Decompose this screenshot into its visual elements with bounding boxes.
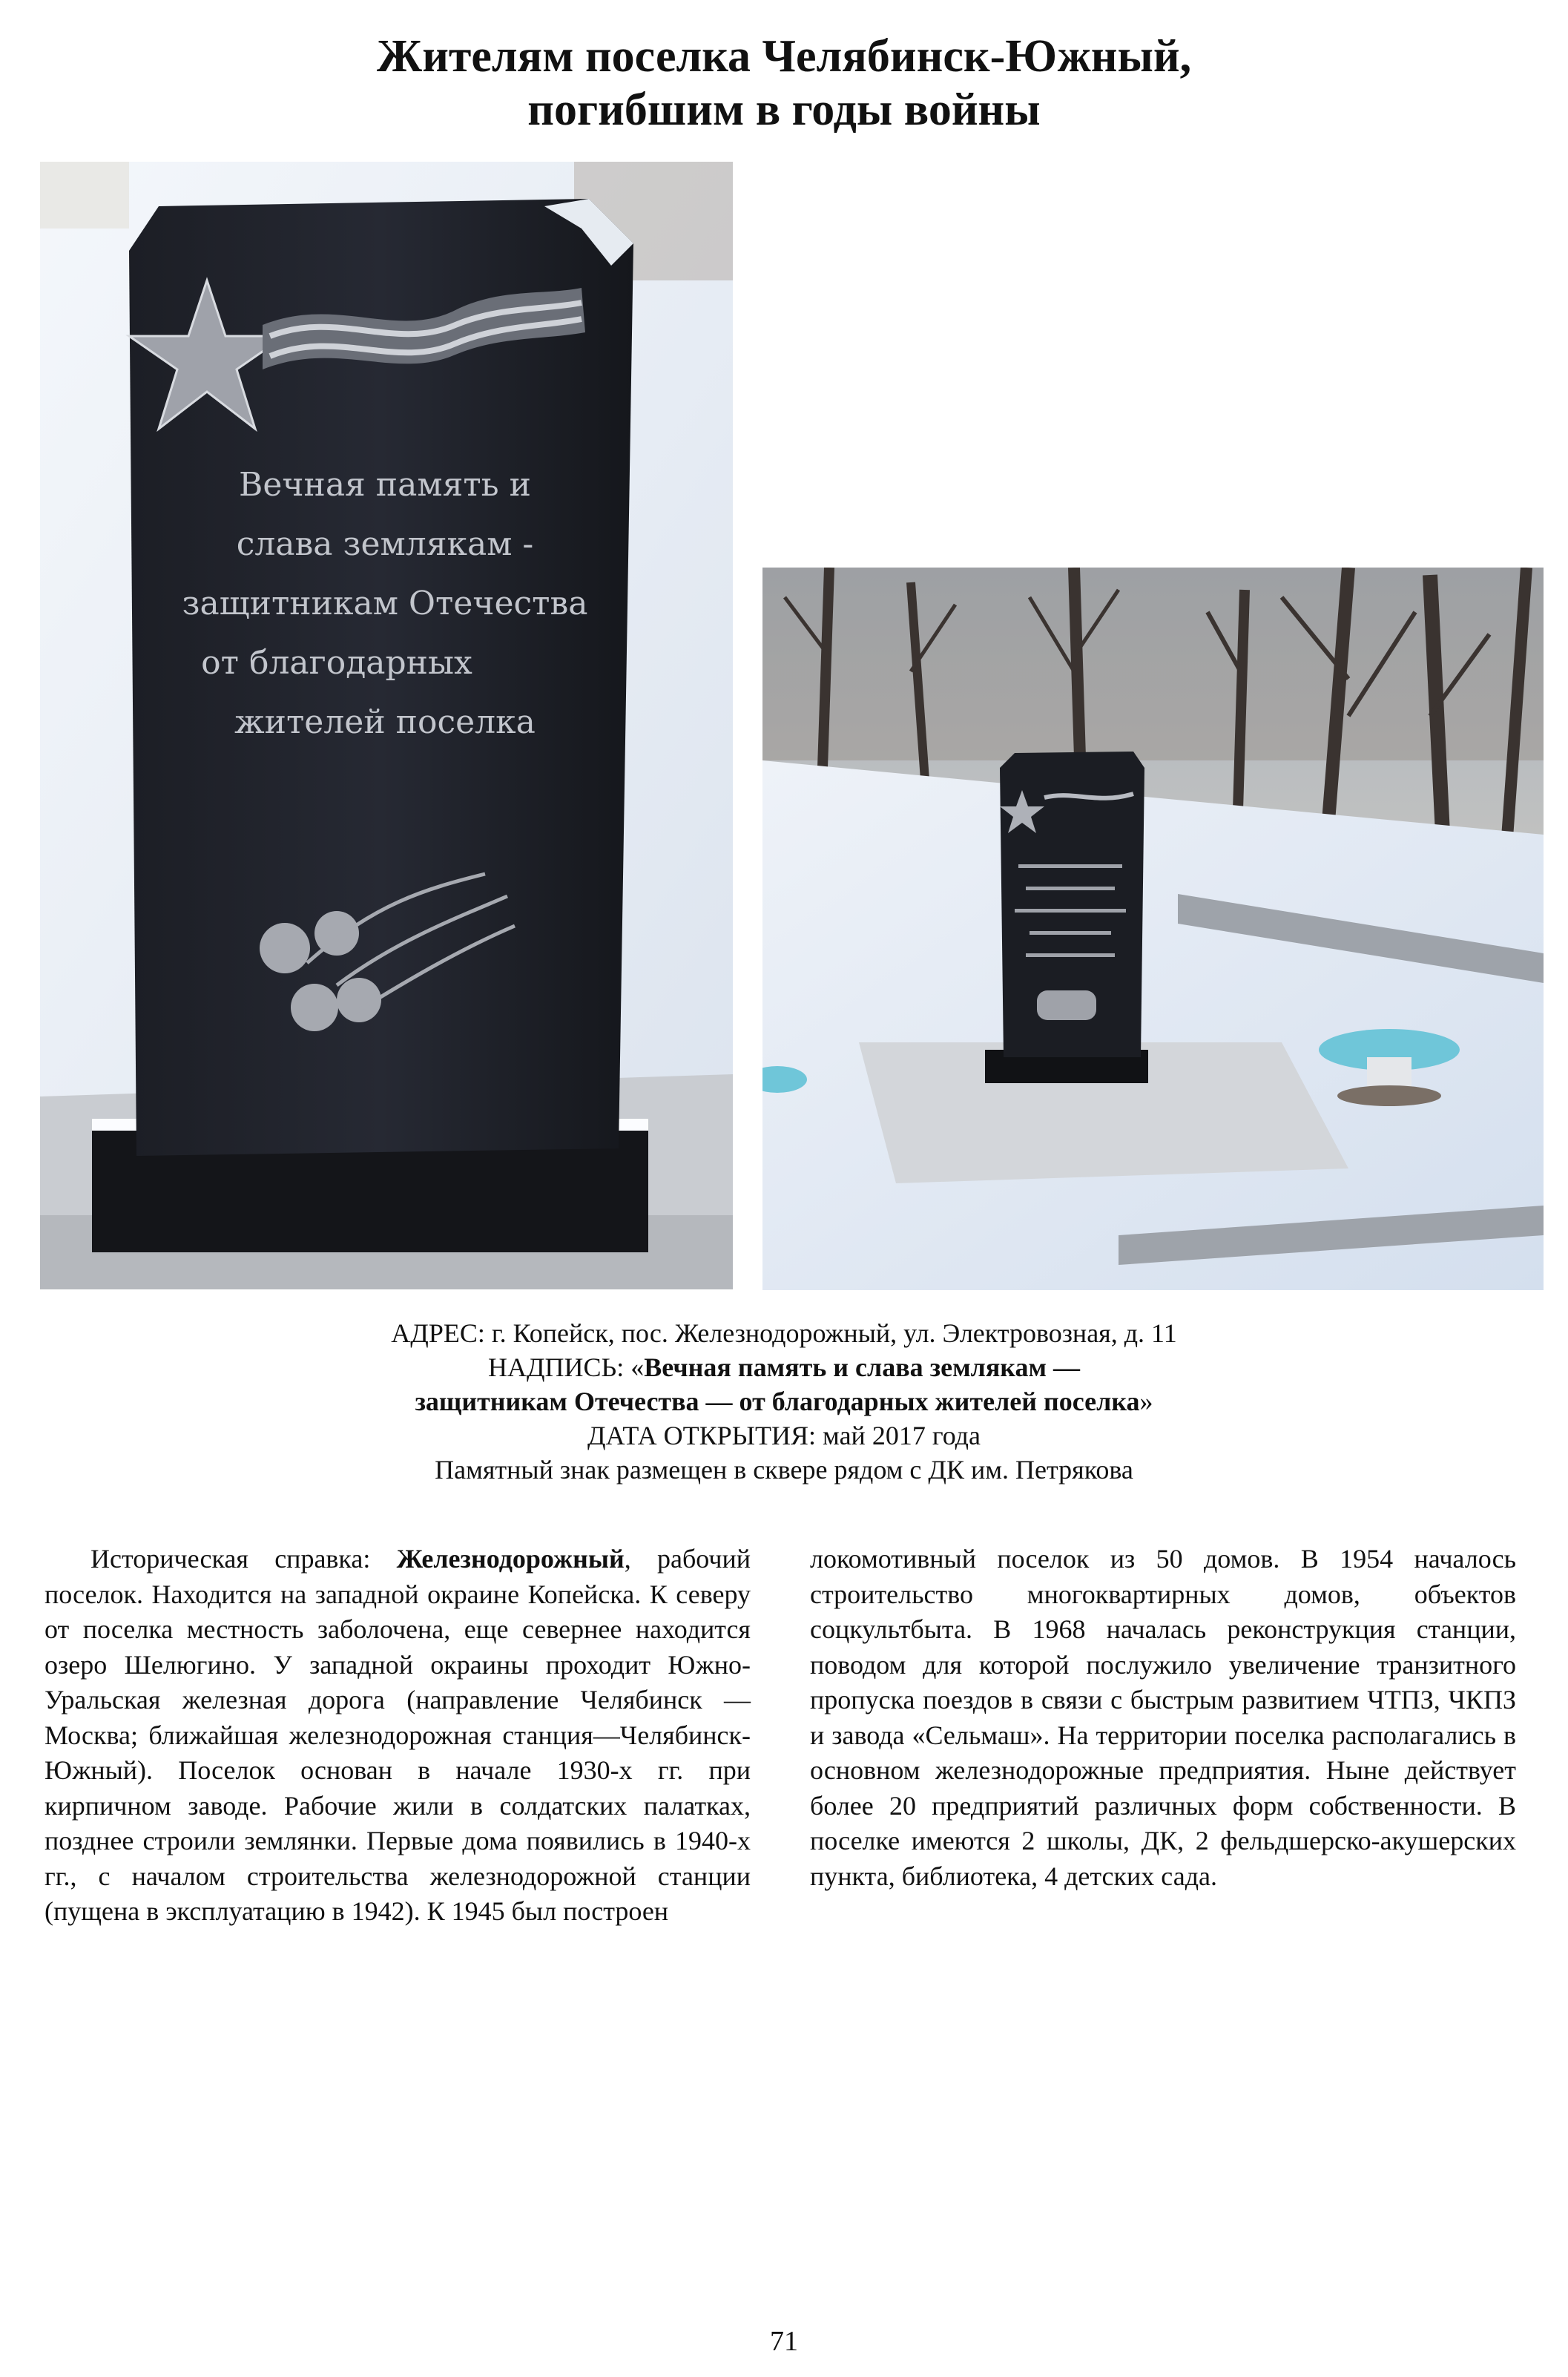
inscription-line-1 <box>0 1350 1568 1384</box>
monument-line-2: слава землякам - <box>236 525 534 563</box>
opening-label: ДАТА ОТКРЫТИЯ: <box>587 1421 817 1450</box>
monument-line-3: защитникам Отечества <box>182 585 588 622</box>
monument-line-1: Вечная память и <box>239 466 531 504</box>
address-label: АДРЕС: <box>391 1318 485 1348</box>
history-intro: Историческая справка: <box>90 1544 397 1574</box>
monument-line-4: от благодарных <box>201 644 472 682</box>
inscription-label: НАДПИСЬ: « <box>487 1352 645 1382</box>
history-column-left <box>45 1542 751 1930</box>
page-title <box>0 30 1568 137</box>
photo-caption <box>0 1316 1568 1487</box>
location-note: Памятный знак размещен в сквере рядом с ДК им. Петрякова <box>435 1455 1133 1485</box>
history-left-text: , рабочий поселок. Находится на западной окраине Копейска. К северу от поселка местность заболочена, еще севернее находится озеро Шелюгино. У западной окраины проходит Южно-Уральская железная дорога (направление Челябинск — Москва; ближайшая железнодорожная станция—Челябинск-Южный). Поселок основан в начале 1930-х гг. при кирпичном заводе. Рабочие жили в солдатских палатках, позднее строили землянки. Первые дома появились в 1940-х гг., с началом строительства железнодорожной станции (пущена в эксплуатацию в 1942). К 1945 был построен <box>45 1544 751 1926</box>
memorial-park-photo <box>762 568 1544 1290</box>
inscription-line-2 <box>0 1384 1568 1418</box>
page-number: 71 <box>770 2326 798 2357</box>
inscription-text-2: защитникам Отечества — от благодарных жителей поселка <box>415 1387 1140 1416</box>
inscription-text-1: Вечная память и слава землякам — <box>644 1352 1081 1382</box>
memorial-closeup-photo <box>40 162 733 1289</box>
opening-value: май 2017 года <box>816 1421 981 1450</box>
monument-line-5: жителей поселка <box>234 703 536 741</box>
inscription-close: » <box>1139 1387 1153 1416</box>
title-line-1: Жителям поселка Челябинск-Южный, <box>376 31 1192 82</box>
history-place-name: Железнодорожный <box>396 1544 625 1574</box>
address-value: г. Копейск, пос. Железнодорожный, ул. Электровозная, д. 11 <box>484 1318 1177 1348</box>
opening-date-line <box>0 1418 1568 1453</box>
history-column-right: локомотивный поселок из 50 домов. В 1954 началось строительство многоквартирных домов, объектов соцкультбыта. В 1968 началась реконструкция станции, поводом для которой послужило увеличение транзитного пропуска поездов в связи с быстрым развитием ЧТПЗ, ЧКПЗ и завода «Сельмаш». На территории поселка располагались в основном железнодорожные предприятия. Ныне действует более 20 предприятий различных форм собственности. В поселке имеются 2 школы, ДК, 2 фельдшерско-акушерских пункта, библиотека, 4 детских сада. <box>810 1544 1516 1891</box>
title-line-2: погибшим в годы войны <box>527 85 1041 135</box>
address-line <box>0 1316 1568 1350</box>
